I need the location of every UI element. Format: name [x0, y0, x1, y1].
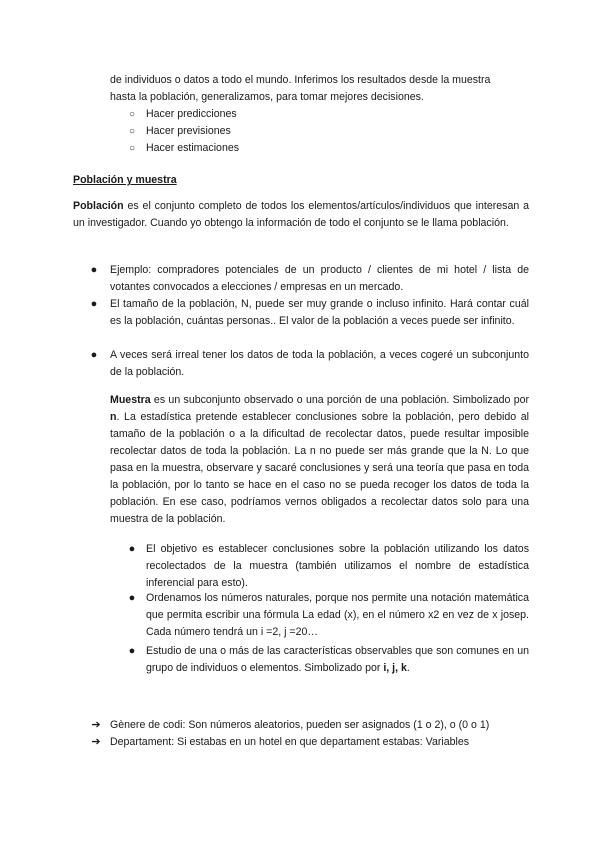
arrow-icon: ➔: [91, 736, 101, 748]
sub-bullet-item: Ordenamos los números naturales, porque nos permite una notación matemática que permita escribir una fórmula La edad (x), en el número x2 en vez de x josep. Cada número tendrá un i =2, j =20…: [146, 592, 529, 638]
poblacion-paragraph: Población es el conjunto completo de todos los elementos/artículos/individuos que interesan a un investigador. Cuando yo obtengo la información de todo el conjunto se le llama población.: [73, 200, 529, 229]
muestra-symbol: n: [110, 411, 117, 423]
muestra-term: Muestra: [110, 394, 151, 406]
bullet-item: El tamaño de la población, N, puede ser muy grande o incluso infinito. Hará contar cuál es la población, cuántas personas.. El valor de la población a veces puede ser infinito.: [110, 298, 529, 327]
intro-subitem: Hacer previsiones: [146, 125, 231, 137]
poblacion-term: Población: [73, 200, 124, 212]
index-symbols: i, j, k: [383, 662, 407, 674]
intro-line-1: de individuos o datos a todo el mundo. Inferimos los resultados desde la muestra: [110, 74, 491, 86]
intro-line-2: hasta la población, generalizamos, para tomar mejores decisiones.: [110, 91, 424, 103]
section-heading: Población y muestra: [73, 174, 177, 186]
arrow-item: Departament: Si estabas en un hotel en que departament estabas: Variables: [110, 736, 470, 748]
arrow-icon: ➔: [91, 719, 101, 731]
muestra-paragraph: Muestra es un subconjunto observado o una porción de una población. Simbolizado por n. La estadística pretende establecer conclusiones sobre la población, pero debido al tamaño de la población o a la dificultad de recolectar datos, puede resultar imposible recolectar datos de toda la población. La n no puede ser más grande que la N. Lo que pasa en la muestra, observare y sacaré conclusiones y será una teoría que pasa en toda la población, por lo tanto se hace en el caso no se pueda recoger los datos de toda la población. En ese caso, podríamos vernos obligados a recolectar datos solo para una muestra de la población.: [110, 394, 529, 525]
intro-subitem: Hacer predicciones: [146, 108, 237, 120]
bullet-icon: ●: [90, 264, 98, 276]
intro-subitem: Hacer estimaciones: [146, 142, 240, 154]
sub-bullet-item: Estudio de una o más de las características observables que son comunes en un grupo de individuos o elementos. Simbolizado por i, j, k.: [146, 645, 529, 674]
bullet-item: A veces será irreal tener los datos de toda la población, a veces cogeré un subconjunto de la población.: [110, 349, 529, 378]
arrow-item: Gènere de codi: Son números aleatorios, pueden ser asignados (1 o 2), o (0 o 1): [110, 719, 490, 731]
bullet-icon: ●: [128, 543, 136, 555]
circle-bullet-icon: ○: [128, 126, 136, 137]
sub-bullet-item: El objetivo es establecer conclusiones sobre la población utilizando los datos recolectados de la muestra (también utilizamos el nombre de estadística inferencial para esto).: [146, 543, 529, 589]
bullet-item: Ejemplo: compradores potenciales de un producto / clientes de mi hotel / lista de votantes convocados a elecciones / empresas en un mercado.: [110, 264, 529, 293]
circle-bullet-icon: ○: [128, 109, 136, 120]
bullet-icon: ●: [128, 645, 136, 657]
circle-bullet-icon: ○: [128, 143, 136, 154]
bullet-icon: ●: [128, 592, 136, 604]
bullet-icon: ●: [90, 349, 98, 361]
bullet-icon: ●: [90, 298, 98, 310]
